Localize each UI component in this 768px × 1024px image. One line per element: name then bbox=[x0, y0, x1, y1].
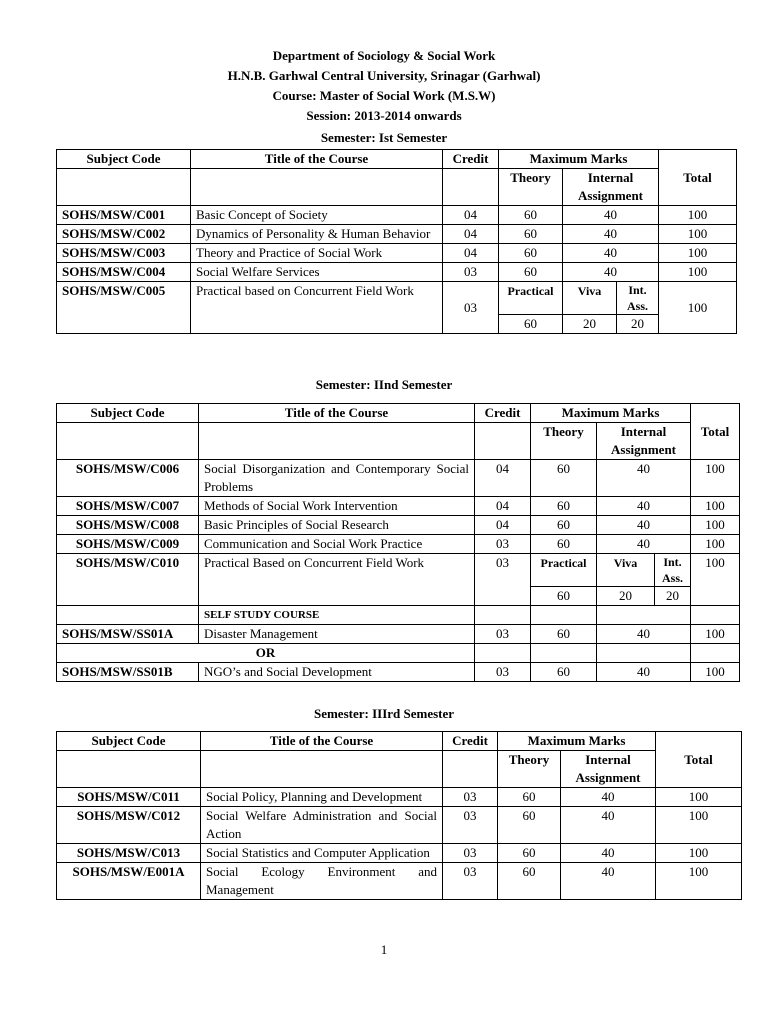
col-int-ass: Int. Ass. bbox=[617, 282, 659, 315]
internal: 40 bbox=[561, 807, 656, 844]
internal: 40 bbox=[563, 263, 659, 282]
course-title: Methods of Social Work Intervention bbox=[199, 497, 475, 516]
theory: 60 bbox=[531, 460, 597, 497]
col-credit: Credit bbox=[475, 404, 531, 423]
table-row bbox=[57, 788, 742, 807]
subject-code: SOHS/MSW/SS01B bbox=[57, 663, 199, 682]
header-line-4: Session: 2013-2014 onwards bbox=[306, 108, 462, 123]
theory: 60 bbox=[499, 263, 563, 282]
col-subject-code: Subject Code bbox=[57, 404, 199, 423]
subject-code: SOHS/MSW/C008 bbox=[57, 516, 199, 535]
course-title: Social Ecology Environment and Management bbox=[201, 863, 443, 900]
int-ass-marks: 20 bbox=[655, 587, 691, 606]
table-row bbox=[57, 535, 740, 554]
total: 100 bbox=[691, 663, 740, 682]
col-internal: Internal Assignment bbox=[597, 423, 691, 460]
col-int-ass: Int. Ass. bbox=[655, 554, 691, 587]
table-row bbox=[57, 663, 740, 682]
total: 100 bbox=[691, 460, 740, 497]
internal: 40 bbox=[597, 535, 691, 554]
total: 100 bbox=[691, 625, 740, 644]
col-title: Title of the Course bbox=[191, 150, 443, 169]
table-row bbox=[57, 844, 742, 863]
credit: 03 bbox=[475, 625, 531, 644]
col-theory: Theory bbox=[498, 751, 561, 788]
subject-code: SOHS/MSW/C004 bbox=[57, 263, 191, 282]
credit: 03 bbox=[443, 282, 499, 334]
course-title: Basic Concept of Society bbox=[191, 206, 443, 225]
credit: 04 bbox=[443, 244, 499, 263]
theory: 60 bbox=[499, 206, 563, 225]
subject-code: SOHS/MSW/C006 bbox=[57, 460, 199, 497]
col-practical: Practical bbox=[499, 282, 563, 315]
subject-code: SOHS/MSW/SS01A bbox=[57, 625, 199, 644]
or-label: OR bbox=[57, 644, 475, 663]
page-number: 1 bbox=[380, 942, 388, 957]
subject-code: SOHS/MSW/C009 bbox=[57, 535, 199, 554]
total: 100 bbox=[656, 844, 742, 863]
internal: 40 bbox=[597, 516, 691, 535]
subject-code: SOHS/MSW/C012 bbox=[57, 807, 201, 844]
theory: 60 bbox=[531, 516, 597, 535]
table-row bbox=[57, 863, 742, 900]
table-row bbox=[57, 263, 737, 282]
internal: 40 bbox=[597, 497, 691, 516]
col-credit: Credit bbox=[443, 732, 498, 751]
table-row bbox=[57, 244, 737, 263]
table-row bbox=[57, 497, 740, 516]
subject-code: SOHS/MSW/C013 bbox=[57, 844, 201, 863]
credit: 04 bbox=[443, 206, 499, 225]
course-title: Social Policy, Planning and Development bbox=[201, 788, 443, 807]
subject-code: SOHS/MSW/C002 bbox=[57, 225, 191, 244]
col-practical: Practical bbox=[531, 554, 597, 587]
semester-3-table bbox=[56, 731, 742, 900]
course-title: Disaster Management bbox=[199, 625, 475, 644]
credit: 04 bbox=[475, 460, 531, 497]
theory: 60 bbox=[531, 497, 597, 516]
self-study-label: SELF STUDY COURSE bbox=[199, 606, 475, 625]
viva-marks: 20 bbox=[563, 315, 617, 334]
credit: 03 bbox=[443, 863, 498, 900]
internal: 40 bbox=[561, 844, 656, 863]
header-line-3: Course: Master of Social Work (M.S.W) bbox=[272, 88, 496, 103]
internal: 40 bbox=[597, 460, 691, 497]
total: 100 bbox=[691, 535, 740, 554]
practical-marks: 60 bbox=[499, 315, 563, 334]
total: 100 bbox=[656, 807, 742, 844]
table-row bbox=[57, 460, 740, 497]
table-row bbox=[57, 282, 737, 315]
semester-2-table bbox=[56, 403, 740, 682]
col-credit: Credit bbox=[443, 150, 499, 169]
subject-code: SOHS/MSW/E001A bbox=[57, 863, 201, 900]
subject-code: SOHS/MSW/C001 bbox=[57, 206, 191, 225]
total: 100 bbox=[659, 263, 737, 282]
subject-code: SOHS/MSW/C011 bbox=[57, 788, 201, 807]
col-viva: Viva bbox=[597, 554, 655, 587]
internal: 40 bbox=[563, 225, 659, 244]
total: 100 bbox=[656, 863, 742, 900]
table-row bbox=[57, 206, 737, 225]
col-internal: Internal Assignment bbox=[563, 169, 659, 206]
semester-1-title: Semester: Ist Semester bbox=[320, 130, 448, 145]
header-line-2: H.N.B. Garhwal Central University, Srinagar (Garhwal) bbox=[227, 68, 541, 83]
internal: 40 bbox=[597, 625, 691, 644]
viva-marks: 20 bbox=[597, 587, 655, 606]
col-max-marks: Maximum Marks bbox=[499, 150, 659, 169]
total: 100 bbox=[659, 282, 737, 334]
col-title: Title of the Course bbox=[199, 404, 475, 423]
theory: 60 bbox=[499, 244, 563, 263]
credit: 04 bbox=[475, 497, 531, 516]
course-title: Practical based on Concurrent Field Work bbox=[191, 282, 443, 334]
col-total: Total bbox=[691, 404, 740, 460]
course-title: Theory and Practice of Social Work bbox=[191, 244, 443, 263]
credit: 03 bbox=[443, 788, 498, 807]
col-max-marks: Maximum Marks bbox=[498, 732, 656, 751]
course-title: Social Welfare Services bbox=[191, 263, 443, 282]
internal: 40 bbox=[561, 788, 656, 807]
col-subject-code: Subject Code bbox=[57, 150, 191, 169]
theory: 60 bbox=[498, 788, 561, 807]
subject-code: SOHS/MSW/C003 bbox=[57, 244, 191, 263]
internal: 40 bbox=[563, 206, 659, 225]
credit: 03 bbox=[475, 554, 531, 606]
theory: 60 bbox=[531, 625, 597, 644]
practical-marks: 60 bbox=[531, 587, 597, 606]
total: 100 bbox=[659, 244, 737, 263]
total: 100 bbox=[691, 497, 740, 516]
total: 100 bbox=[656, 788, 742, 807]
col-title: Title of the Course bbox=[201, 732, 443, 751]
course-title: Social Welfare Administration and Social Action bbox=[201, 807, 443, 844]
credit: 03 bbox=[443, 263, 499, 282]
theory: 60 bbox=[531, 663, 597, 682]
subject-code: SOHS/MSW/C010 bbox=[57, 554, 199, 606]
course-title: Dynamics of Personality & Human Behavior bbox=[191, 225, 443, 244]
theory: 60 bbox=[498, 844, 561, 863]
credit: 03 bbox=[443, 807, 498, 844]
subject-code: SOHS/MSW/C007 bbox=[57, 497, 199, 516]
col-subject-code: Subject Code bbox=[57, 732, 201, 751]
col-total: Total bbox=[656, 732, 742, 788]
course-title: Communication and Social Work Practice bbox=[199, 535, 475, 554]
total: 100 bbox=[659, 225, 737, 244]
theory: 60 bbox=[531, 535, 597, 554]
col-total: Total bbox=[659, 150, 737, 206]
internal: 40 bbox=[597, 663, 691, 682]
total: 100 bbox=[659, 206, 737, 225]
table-row bbox=[57, 554, 740, 587]
col-theory: Theory bbox=[531, 423, 597, 460]
int-ass-marks: 20 bbox=[617, 315, 659, 334]
table-row bbox=[57, 225, 737, 244]
header-line-1: Department of Sociology & Social Work bbox=[272, 48, 496, 63]
course-title: Practical Based on Concurrent Field Work bbox=[199, 554, 475, 606]
theory: 60 bbox=[498, 863, 561, 900]
credit: 04 bbox=[443, 225, 499, 244]
course-title: Social Statistics and Computer Application bbox=[201, 844, 443, 863]
credit: 04 bbox=[475, 516, 531, 535]
col-theory: Theory bbox=[499, 169, 563, 206]
col-viva: Viva bbox=[563, 282, 617, 315]
course-title: Basic Principles of Social Research bbox=[199, 516, 475, 535]
semester-1-table bbox=[56, 149, 737, 334]
total: 100 bbox=[691, 554, 740, 606]
semester-2-title: Semester: IInd Semester bbox=[315, 377, 453, 392]
internal: 40 bbox=[563, 244, 659, 263]
credit: 03 bbox=[475, 663, 531, 682]
subject-code: SOHS/MSW/C005 bbox=[57, 282, 191, 334]
table-row bbox=[57, 807, 742, 844]
course-title: NGO’s and Social Development bbox=[199, 663, 475, 682]
semester-3-title: Semester: IIIrd Semester bbox=[313, 706, 455, 721]
table-row bbox=[57, 516, 740, 535]
credit: 03 bbox=[475, 535, 531, 554]
theory: 60 bbox=[498, 807, 561, 844]
col-internal: Internal Assignment bbox=[561, 751, 656, 788]
col-max-marks: Maximum Marks bbox=[531, 404, 691, 423]
table-row bbox=[57, 625, 740, 644]
course-title: Social Disorganization and Contemporary Social Problems bbox=[199, 460, 475, 497]
theory: 60 bbox=[499, 225, 563, 244]
internal: 40 bbox=[561, 863, 656, 900]
total: 100 bbox=[691, 516, 740, 535]
credit: 03 bbox=[443, 844, 498, 863]
